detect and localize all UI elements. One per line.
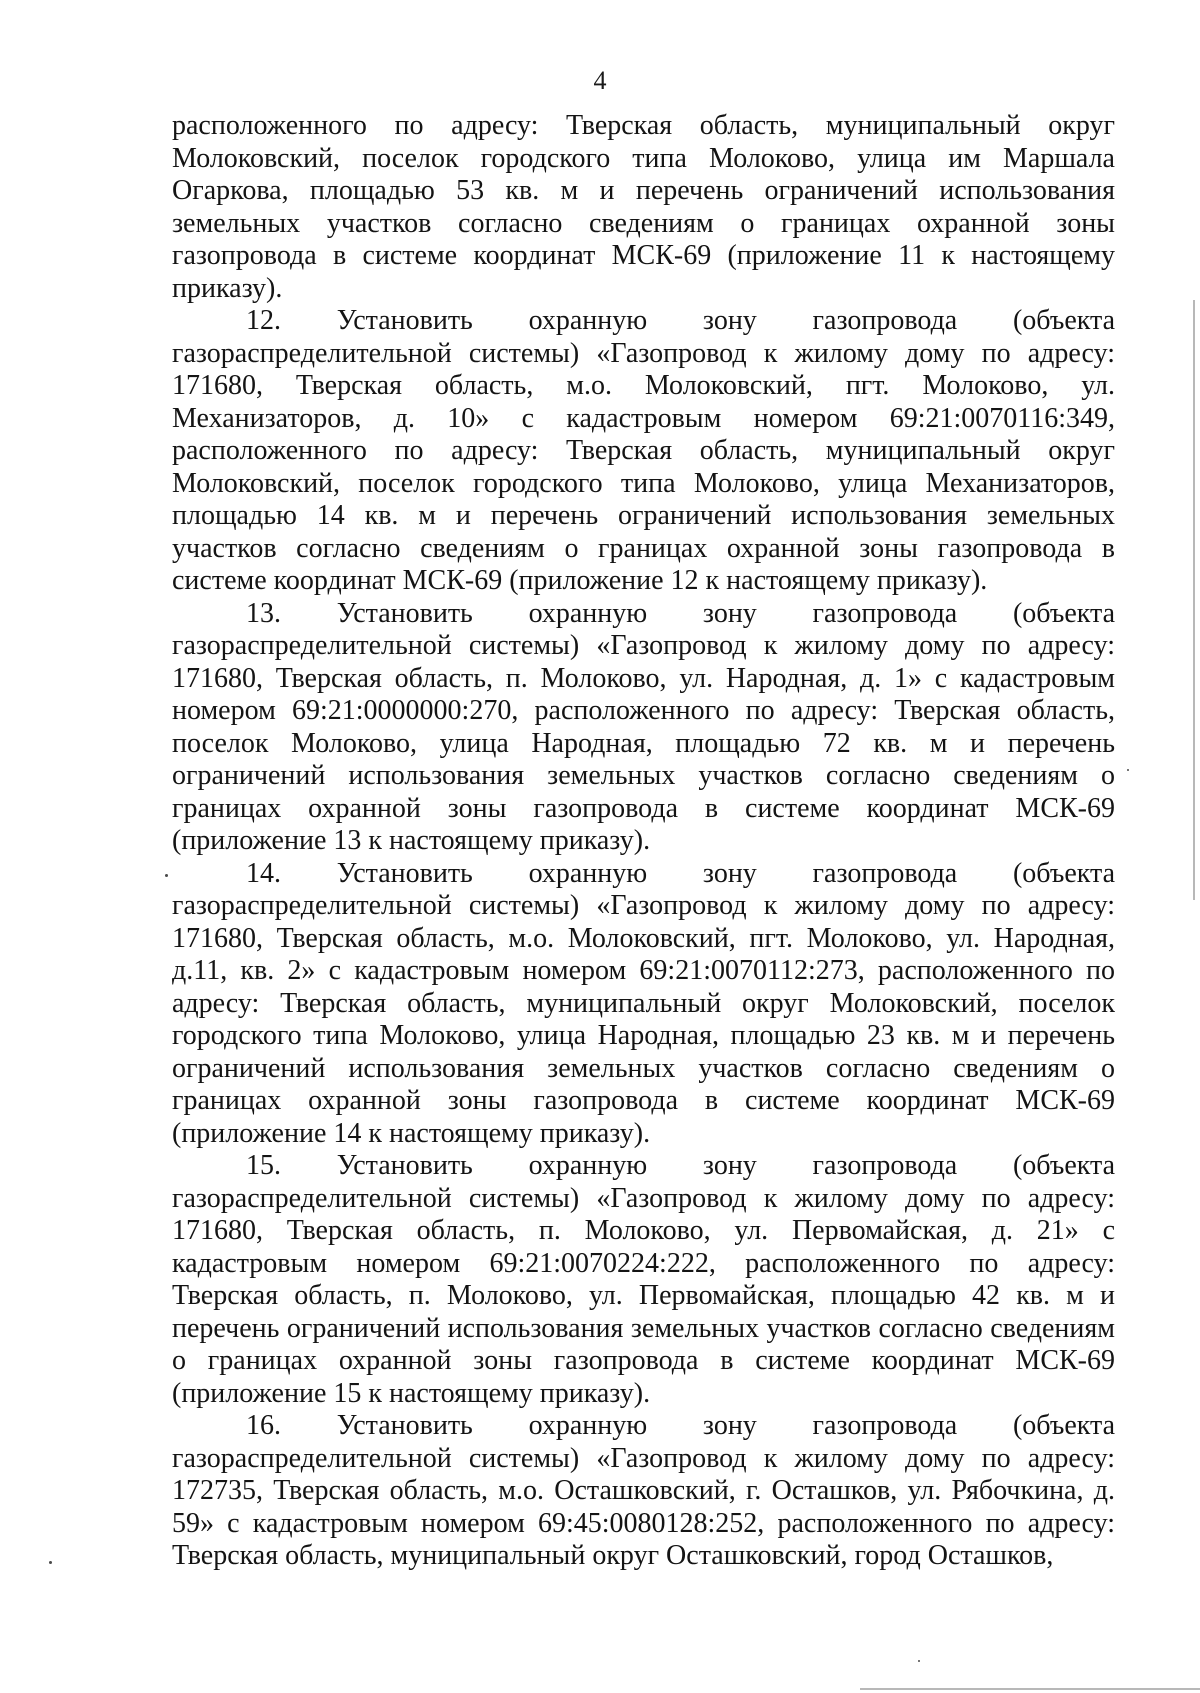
- scan-speck: [1127, 769, 1129, 771]
- paragraph-item-12: 12. Установить охранную зону газопровода (объекта газораспределительной системы) «Газопровод к жилому дому по адресу: 171680, Тверская область, м.о. Молоковский, пгт. Молоково, ул. Механизаторов, д. 10» с кадастровым номером 69:21:0070116:349, расположенного по адресу: Тверская область, муниципальный округ Молоковский, поселок городского типа Молоково, улица Механизаторов, площадью 14 кв. м и перечень ограничений использования земельных участков согласно сведениям о границах охранной зоны газопровода в системе координат МСК-69 (приложение 12 к настоящему приказу).: [172, 305, 1115, 596]
- paragraph-item-15: 15. Установить охранную зону газопровода (объекта газораспределительной системы) «Газопровод к жилому дому по адресу: 171680, Тверская область, п. Молоково, ул. Первомайская, д. 21» с кадастровым номером 69:21:0070224:222, расположенного по адресу: Тверская область, п. Молоково, ул. Первомайская, площадью 42 кв. м и перечень ограничений использования земельных участков согласно сведениям о границах охранной зоны газопровода в системе координат МСК-69 (приложение 15 к настоящему приказу).: [172, 1150, 1115, 1409]
- scan-edge-mark: [1193, 300, 1195, 900]
- scan-edge-mark: [860, 1688, 1200, 1690]
- paragraph-item-13: 13. Установить охранную зону газопровода (объекта газораспределительной системы) «Газопровод к жилому дому по адресу: 171680, Тверская область, п. Молоково, ул. Народная, д. 1» с кадастровым номером 69:21:0000000:270, расположенного по адресу: Тверская область, поселок Молоково, улица Народная, площадью 72 кв. м и перечень ограничений использования земельных участков согласно сведениям о границах охранной зоны газопровода в системе координат МСК-69 (приложение 13 к настоящему приказу).: [172, 597, 1115, 856]
- scan-speck: [918, 1660, 920, 1662]
- paragraph-continuation: расположенного по адресу: Тверская область, муниципальный округ Молоковский, поселок городского типа Молоково, улица им Маршала Огаркова, площадью 53 кв. м и перечень ограничений использования земельных участков согласно сведениям о границах охранной зоны газопровода в системе координат МСК-69 (приложение 11 к настоящему приказу).: [172, 110, 1115, 304]
- paragraph-item-14: 14. Установить охранную зону газопровода (объекта газораспределительной системы) «Газопровод к жилому дому по адресу: 171680, Тверская область, м.о. Молоковский, пгт. Молоково, ул. Народная, д.11, кв. 2» с кадастровым номером 69:21:0070112:273, расположенного по адресу: Тверская область, муниципальный округ Молоковский, поселок городского типа Молоково, улица Народная, площадью 23 кв. м и перечень ограничений использования земельных участков согласно сведениям о границах охранной зоны газопровода в системе координат МСК-69 (приложение 14 к настоящему приказу).: [172, 857, 1115, 1149]
- paragraph-item-16: 16. Установить охранную зону газопровода (объекта газораспределительной системы) «Газопровод к жилому дому по адресу: 172735, Тверская область, м.о. Осташковский, г. Осташков, ул. Рябочкина, д. 59» с кадастровым номером 69:45:0080128:252, расположенного по адресу: Тверская область, муниципальный округ Осташковский, город Осташков,: [172, 1410, 1115, 1571]
- document-body: [172, 110, 1115, 1573]
- scan-speck: [165, 874, 168, 877]
- page-number: 4: [593, 66, 607, 95]
- scan-speck: [49, 1561, 52, 1564]
